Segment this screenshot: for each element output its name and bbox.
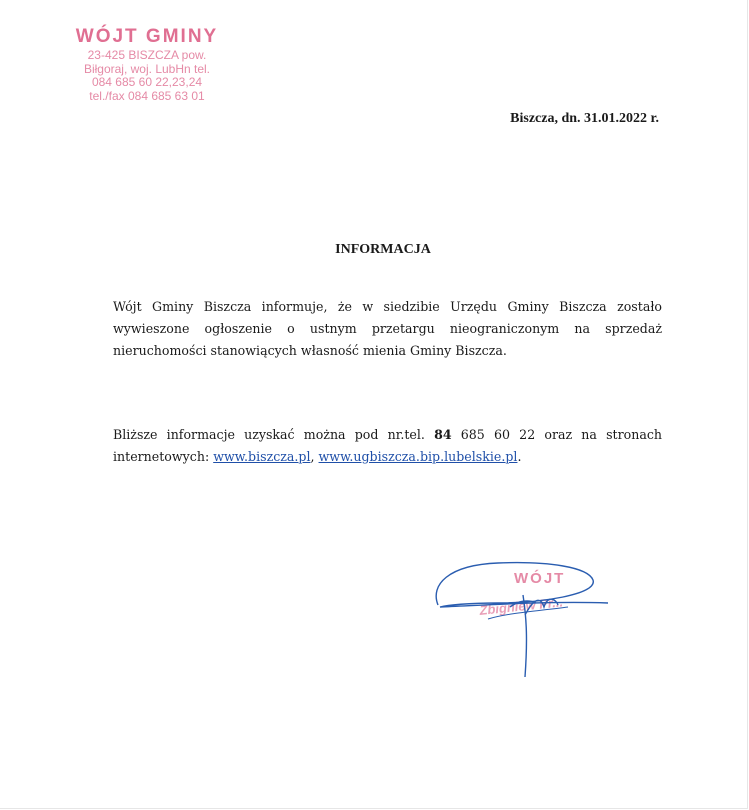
signature-stamp-title: WÓJT (514, 570, 566, 587)
date-line: Biszcza, dn. 31.01.2022 r. (510, 111, 659, 126)
contact-text-continued: 685 60 22 oraz na stronach internetowych: (113, 427, 662, 464)
signature-stamp (428, 555, 618, 685)
stamp-title: WÓJT GMINY (75, 26, 219, 47)
signature-stamp-name: Zbigniew Pr... (478, 594, 564, 618)
information-paragraph: Wójt Gminy Biszcza informuje, że w siedzibie Urzędu Gminy Biszcza zostało wywieszone ogłoszenie o ustnym przetargu nieograniczonym na sprzedaż nieruchomości stanowiących własność mienia Gminy Biszcza. (113, 299, 662, 358)
document-heading: INFORMACJA (335, 242, 431, 257)
stamp-phone-line: 084 685 60 22,23,24 (91, 75, 203, 89)
stamp-fax-line: tel./fax 084 685 63 01 (89, 88, 205, 103)
link-biszcza[interactable]: www.biszcza.pl (213, 449, 311, 464)
contact-text: Bliższe informacje uzyskać można pod nr.tel. (113, 427, 435, 442)
stamp-region-line: Biłgoraj, woj. LubHn tel. (83, 61, 211, 76)
office-stamp (72, 26, 222, 103)
contact-paragraph (113, 424, 662, 468)
stamp-address-line: 23-425 BISZCZA pow. (87, 48, 207, 62)
link-separator: , (310, 449, 319, 464)
phone-prefix: 84 (434, 427, 452, 442)
link-ugbiszcza-bip[interactable]: www.ugbiszcza.bip.lubelskie.pl (318, 449, 518, 464)
contact-text-end: . (517, 449, 522, 464)
